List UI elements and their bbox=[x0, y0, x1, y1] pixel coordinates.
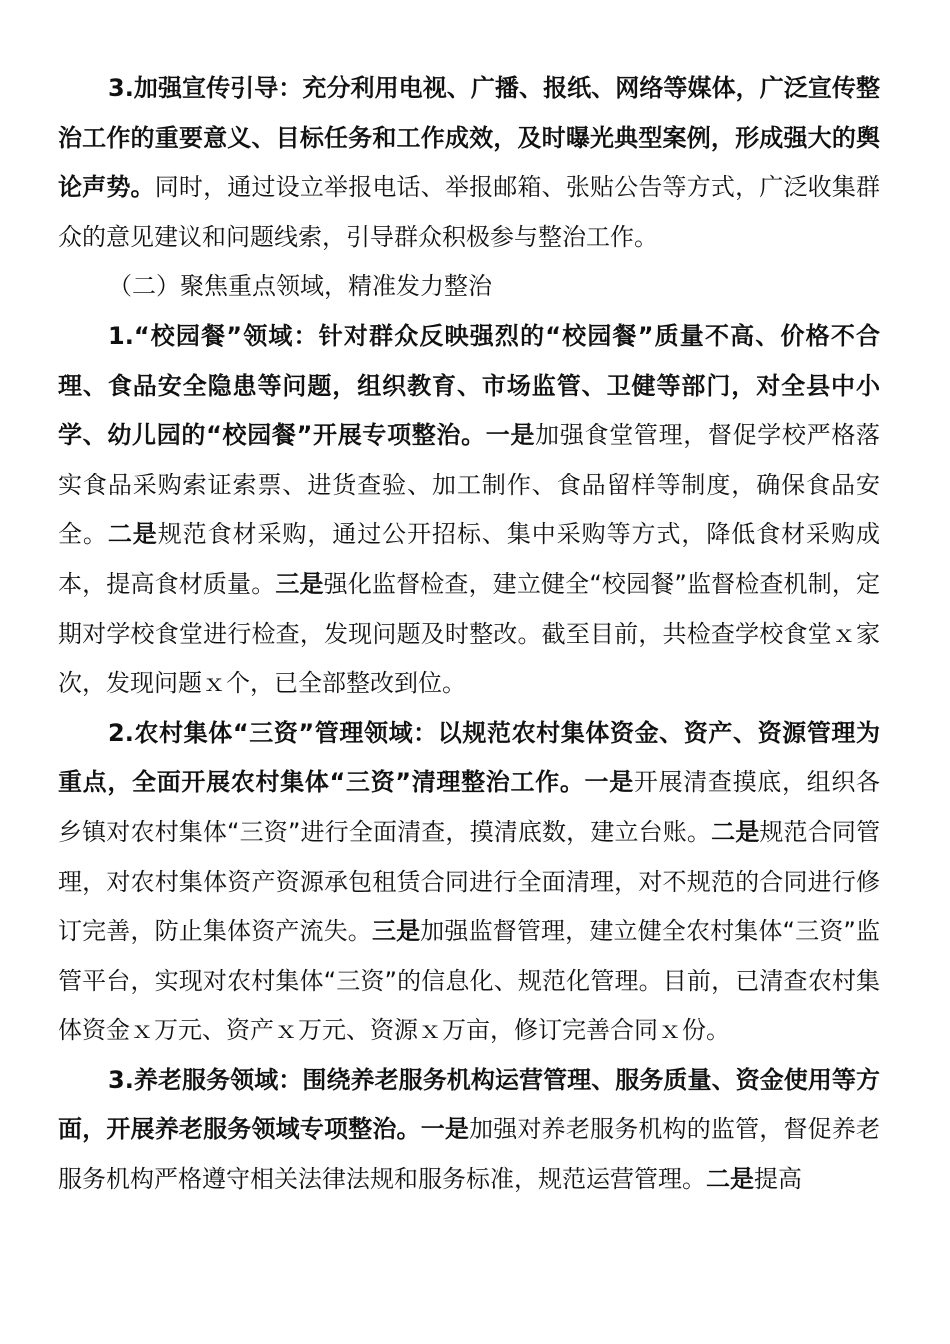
paragraph-text: 同时，通过设立举报电话、举报邮箱、张贴公告等方式，广泛收集群众的意见建议和问题线索，引导群众积极参与整治工作。 bbox=[58, 173, 881, 251]
section-heading-text: （二）聚焦重点领域，精准发力整治 bbox=[108, 272, 492, 301]
point-marker: 三是 bbox=[275, 569, 324, 598]
paragraph-text: 加强监督管理，建立健全农村集体“三资”监管平台，实现对农村集体“三资”的信息化、规范化管理。目前，已清查农村集体资金ｘ万元、资产ｘ万元、资源ｘ万亩，修订完善合同ｘ份。 bbox=[58, 917, 881, 1045]
paragraph-rural-assets bbox=[58, 709, 880, 1056]
point-marker: 二是 bbox=[706, 1165, 754, 1194]
paragraph-text: 规范合同管理，对农村集体资产资源承包租赁合同进行全面清理，对不规范的合同进行修订完善，防止集体资产流失。 bbox=[58, 817, 881, 946]
paragraph-text: 提高 bbox=[754, 1165, 802, 1194]
paragraph-text: 加强食堂管理，督促学校严格落实食品采购索证索票、进货查验、加工制作、食品留样等制度，确保食品安全。 bbox=[58, 421, 881, 549]
paragraph-elderly-care bbox=[58, 1056, 880, 1205]
paragraph-school-meals bbox=[58, 312, 880, 709]
paragraph-heading: 3.加强宣传引导：充分利用电视、广播、报纸、网络等媒体，广泛宣传整治工作的重要意义、目标任务和工作成效，及时曝光典型案例，形成强大的舆论声势。 bbox=[58, 74, 880, 202]
paragraph-heading: 1.“校园餐”领域：针对群众反映强烈的“校园餐”质量不高、价格不合理、食品安全隐患等问题，组织教育、市场监管、卫健等部门，对全县中小学、幼儿园的“校园餐”开展专项整治。 bbox=[58, 321, 880, 450]
point-marker: 二是 bbox=[711, 817, 760, 846]
paragraph-text: 加强对养老服务机构的监管，督促养老服务机构严格遵守相关法律法规和服务标准，规范运营管理。 bbox=[58, 1115, 881, 1194]
paragraph-publicity-guidance bbox=[58, 64, 880, 262]
point-marker: 一是 bbox=[584, 768, 634, 797]
point-marker: 一是 bbox=[420, 1115, 470, 1144]
paragraph-heading: 2.农村集体“三资”管理领域：以规范农村集体资金、资产、资源管理为重点，全面开展农村集体“三资”清理整治工作。 bbox=[58, 718, 880, 797]
paragraph-text: 开展清查摸底，组织各乡镇对农村集体“三资”进行全面清查，摸清底数，建立台账。 bbox=[58, 768, 881, 846]
point-marker: 二是 bbox=[107, 520, 158, 549]
section-heading-key-areas bbox=[58, 262, 880, 312]
paragraph-text: 规范食材采购，通过公开招标、集中采购等方式，降低食材采购成本，提高食材质量。 bbox=[58, 520, 880, 598]
document-page bbox=[58, 64, 880, 1205]
paragraph-text: 强化监督检查，建立健全“校园餐”监督检查机制，定期对学校食堂进行检查，发现问题及时整改。截至目前，共检查学校食堂ｘ家次，发现问题ｘ个，已全部整改到位。 bbox=[58, 569, 881, 698]
point-marker: 三是 bbox=[371, 917, 421, 946]
point-marker: 一是 bbox=[485, 421, 536, 450]
paragraph-heading: 3.养老服务领域：围绕养老服务机构运营管理、服务质量、资金使用等方面，开展养老服务领域专项整治。 bbox=[58, 1065, 880, 1144]
